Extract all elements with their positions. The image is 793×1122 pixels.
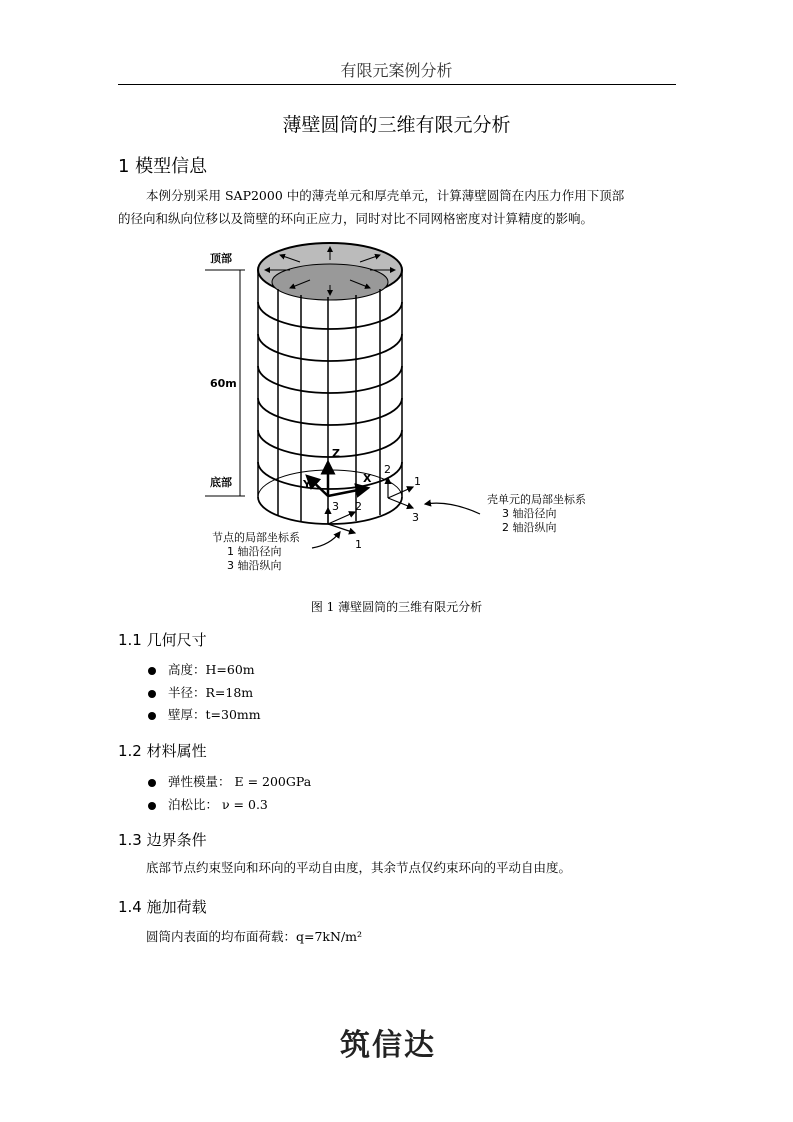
bullet-icon <box>148 712 156 720</box>
shell-axis-3: 3 <box>412 511 419 524</box>
label-top: 顶部 <box>210 252 232 265</box>
shell-coord-line: 2 轴沿纵向 <box>502 521 557 534</box>
paragraph-line: 本例分别采用 SAP2000 中的薄壳单元和厚壳单元，计算薄壁圆筒在内压力作用下顶部 <box>146 188 625 203</box>
node-coord-title: 节点的局部坐标系 <box>212 531 300 544</box>
label-bottom: 底部 <box>210 476 232 489</box>
list-item: 半径：R=18m <box>148 683 253 701</box>
shell-coord-title: 壳单元的局部坐标系 <box>487 493 586 506</box>
bullet-icon <box>148 667 156 675</box>
list-item: 弹性模量： E = 200GPa <box>148 772 311 790</box>
company-logo: 筑信达 <box>340 1028 436 1063</box>
axis-z: Z <box>332 447 340 460</box>
list-item: 泊松比： ν = 0.3 <box>148 795 268 813</box>
node-axis-3: 3 <box>332 500 339 513</box>
shell-axis-1: 1 <box>414 475 421 488</box>
section-1-heading: 1 模型信息 <box>118 156 208 177</box>
list-item: 高度：H=60m <box>148 660 255 678</box>
bullet-icon <box>148 779 156 787</box>
section-1-3-heading: 1.3 边界条件 <box>118 831 207 849</box>
node-coord-line: 1 轴沿径向 <box>227 545 282 558</box>
section-1-1-heading: 1.1 几何尺寸 <box>118 631 207 649</box>
paragraph: 圆筒内表面的均布面荷载：q=7kN/m² <box>146 929 363 944</box>
node-axis-1: 1 <box>355 538 362 551</box>
axis-x: X <box>363 472 372 485</box>
page-header: 有限元案例分析 <box>340 61 453 80</box>
paragraph-line: 的径向和纵向位移以及筒壁的环向正应力，同时对比不同网格密度对计算精度的影响。 <box>118 211 594 226</box>
paragraph: 底部节点约束竖向和环向的平动自由度，其余节点仅约束环向的平动自由度。 <box>146 860 572 875</box>
bullet-icon <box>148 802 156 810</box>
section-1-4-heading: 1.4 施加荷载 <box>118 898 207 916</box>
shell-coord-line: 3 轴沿径向 <box>502 507 557 520</box>
section-1-2-heading: 1.2 材料属性 <box>118 742 207 760</box>
axis-y: Y <box>303 478 311 491</box>
node-coord-line: 3 轴沿纵向 <box>227 559 282 572</box>
list-item: 壁厚：t=30mm <box>148 705 261 723</box>
bullet-icon <box>148 690 156 698</box>
node-axis-2: 2 <box>355 500 362 513</box>
label-height: 60m <box>210 377 237 390</box>
figure-caption: 图 1 薄壁圆筒的三维有限元分析 <box>310 600 483 614</box>
shell-axis-2: 2 <box>384 463 391 476</box>
document-title: 薄壁圆筒的三维有限元分析 <box>282 114 511 136</box>
